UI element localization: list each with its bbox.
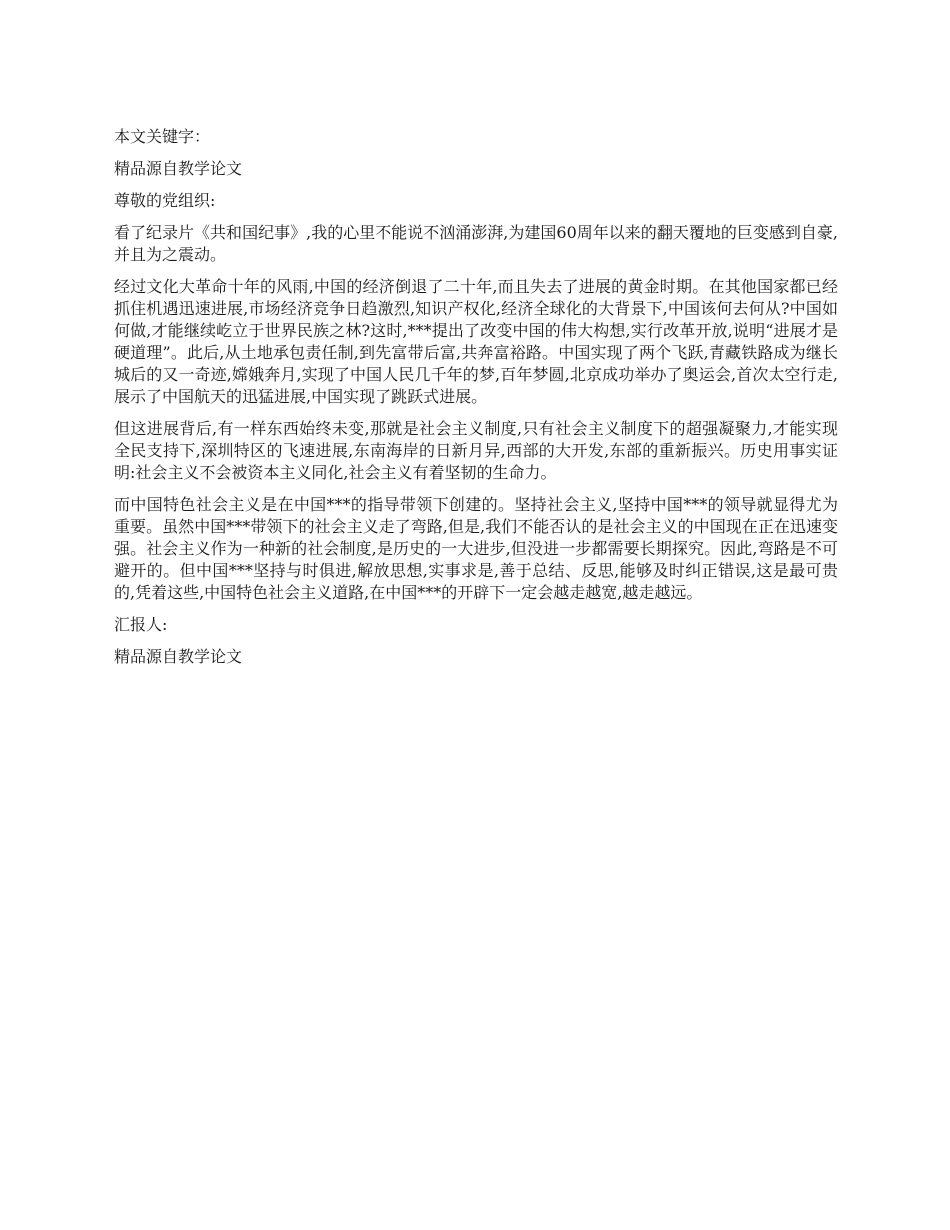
paragraph-1: 看了纪录片《共和国纪事》,我的心里不能说不汹涌澎湃,为建国60周年以来的翻天覆地的巨变感到自豪,并且为之震动。 <box>114 223 838 264</box>
source-line-bottom: 精品源自教学论文 <box>114 647 243 666</box>
paragraph-2: 经过文化大革命十年的风雨,中国的经济倒退了二十年,而且失去了进展的黄金时期。在其他国家都已经抓住机遇迅速进展,市场经济竞争日趋激烈,知识产权化,经济全球化的大背景下,中国该何去何从?中国如何做,才能继续屹立于世界民族之林?这时,***提出了改变中国的伟大构想,实行改革开放,说明“进展才是硬道理”。此后,从土地承包责任制,到先富带后富,共奔富裕路。中国实现了两个飞跃,青藏铁路成为继长城后的又一奇迹,嫦娥奔月,实现了中国人民几千年的梦,百年梦圆,北京成功举办了奥运会,首次太空行走,展示了中国航天的迅猛进展,中国实现了跳跃式进展。 <box>114 277 838 406</box>
reporter-label: 汇报人: <box>114 615 168 634</box>
salutation: 尊敬的党组织: <box>114 191 216 210</box>
source-line-top: 精品源自教学论文 <box>114 159 243 178</box>
paragraph-4: 而中国特色社会主义是在中国***的指导带领下创建的。坚持社会主义,坚持中国***的领导就显得尤为重要。虽然中国***带领下的社会主义走了弯路,但是,我们不能否认的是社会主义的中国现在正在迅速变强。社会主义作为一种新的社会制度,是历史的一大进步,但没进一步都需要长期探究。因此,弯路是不可避开的。但中国***坚持与时俱进,解放思想,实事求是,善于总结、反思,能够及时纠正错误,这是最可贵的,凭着这些,中国特色社会主义道路,在中国***的开辟下一定会越走越宽,越走越远。 <box>114 495 838 602</box>
keywords-label: 本文关键字： <box>114 127 211 146</box>
paragraph-3: 但这进展背后,有一样东西始终未变,那就是社会主义制度,只有社会主义制度下的超强凝聚力,才能实现全民支持下,深圳特区的飞速进展,东南海岸的日新月异,西部的大开发,东部的重新振兴。历史用事实证明:社会主义不会被资本主义同化,社会主义有着坚韧的生命力。 <box>114 419 838 482</box>
document-body <box>114 126 838 678</box>
